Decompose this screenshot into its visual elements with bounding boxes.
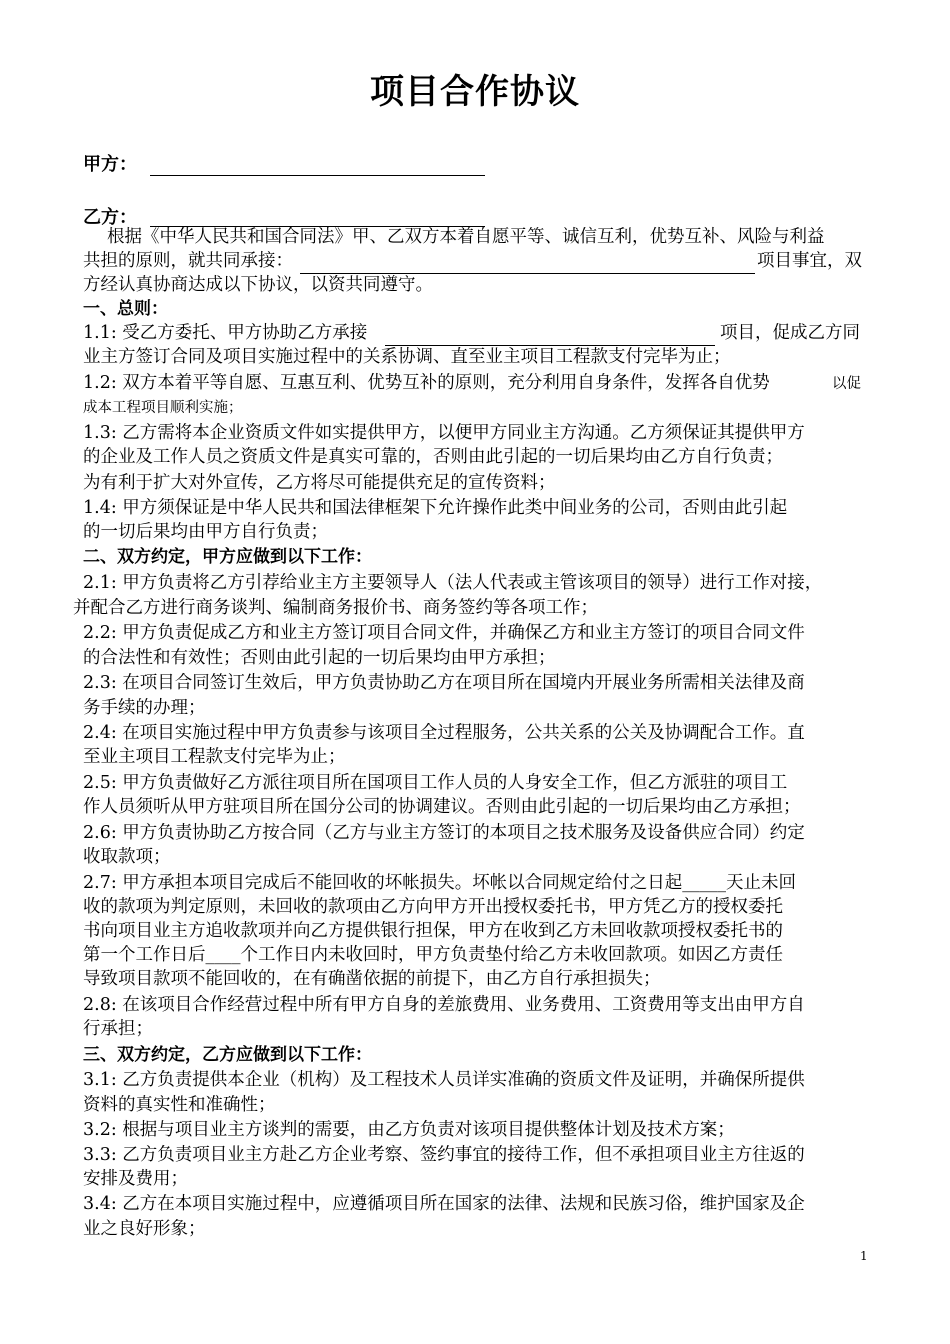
text-line: 的一切后果均由甲方自行负责； xyxy=(83,522,328,542)
text-line: 以促 xyxy=(832,376,861,392)
text-line: 2.2: 甲方负责促成乙方和业主方签订项目合同文件，并确保乙方和业主方签订的项目合同文件 xyxy=(83,623,805,643)
text-line: 作人员须听从甲方驻项目所在国分公司的协调建议。否则由此引起的一切后果均由乙方承担； xyxy=(83,797,801,817)
text-line: 项目，促成乙方同 xyxy=(720,323,860,343)
text-line: 3.1: 乙方负责提供本企业（机构）及工程技术人员详实准确的资质文件及证明，并确保所提供 xyxy=(83,1070,805,1090)
text-line: 安排及费用； xyxy=(83,1169,188,1189)
text-line: 的合法性和有效性；否则由此引起的一切后果均由甲方承担； xyxy=(83,648,556,668)
party-b-label: 乙方： xyxy=(83,207,137,228)
text-line: 务手续的办理； xyxy=(83,698,206,718)
page-number: 1 xyxy=(860,1249,868,1263)
text-line: 并配合乙方进行商务谈判、编制商务报价书、商务签约等各项工作； xyxy=(73,598,598,618)
text-line: 收的款项为判定原则，未回收的款项由乙方向甲方开出授权委托书，甲方凭乙方的授权委托 xyxy=(83,897,783,917)
text-line: 2.4: 在项目实施过程中甲方负责参与该项目全过程服务，公共关系的公关及协调配合工作。直 xyxy=(83,723,805,743)
text-line: 2.7: 甲方承担本项目完成后不能回收的坏帐损失。坏帐以合同规定给付之日起_____天止未回 xyxy=(83,873,797,893)
text-line: 共担的原则，就共同承接： xyxy=(83,251,293,271)
text-line: 至业主项目工程款支付完毕为止； xyxy=(83,747,346,767)
text-line: 导致项目款项不能回收的，在有确凿依据的前提下，由乙方自行承担损失； xyxy=(83,969,661,989)
text-line: 根据《中华人民共和国合同法》甲、乙双方本着自愿平等、诚信互利，优势互补、风险与利益 xyxy=(107,227,825,247)
text-line: 收取款项； xyxy=(83,847,171,867)
text-line: 成本工程项目顺利实施； xyxy=(83,400,243,416)
section-heading: 一、总则： xyxy=(83,299,168,319)
text-line: 业之良好形象； xyxy=(83,1219,206,1239)
text-line: 3.4: 乙方在本项目实施过程中，应遵循项目所在国家的法律、法规和民族习俗，维护国家及企 xyxy=(83,1194,805,1214)
document-title: 项目合作协议 xyxy=(370,72,580,112)
text-line: 3.3: 乙方负责项目业主方赴乙方企业考察、签约事宜的接待工作，但不承担项目业主方往返的 xyxy=(83,1145,805,1165)
text-line: 行承担； xyxy=(83,1019,153,1039)
text-line: 1.2: 双方本着平等自愿、互惠互利、优势互补的原则，充分利用自身条件，发挥各自优势 xyxy=(83,373,770,393)
text-line: 2.3: 在项目合同签订生效后，甲方负责协助乙方在项目所在国境内开展业务所需相关法律及商 xyxy=(83,673,805,693)
text-line: 1.4: 甲方须保证是中华人民共和国法律框架下允许操作此类中间业务的公司，否则由此引起 xyxy=(83,498,788,518)
text-line: 的企业及工作人员之资质文件是真实可靠的，否则由此引起的一切后果均由乙方自行负责； xyxy=(83,447,783,467)
text-line: 1.1: 受乙方委托、甲方协助乙方承接 xyxy=(83,323,368,343)
text-line: 为有利于扩大对外宣传，乙方将尽可能提供充足的宣传资料； xyxy=(83,473,556,493)
text-line: 1.3: 乙方需将本企业资质文件如实提供甲方，以便甲方同业主方沟通。乙方须保证其提供甲方 xyxy=(83,423,805,443)
text-line: 2.1: 甲方负责将乙方引荐给业主方主要领导人（法人代表或主管该项目的领导）进行工作对接， xyxy=(83,573,823,593)
text-line: 方经认真协商达成以下协议，以资共同遵守。 xyxy=(83,275,433,295)
text-line: 资料的真实性和准确性； xyxy=(83,1095,276,1115)
section-heading: 三、双方约定，乙方应做到以下工作： xyxy=(83,1045,372,1065)
text-line: 2.8: 在该项目合作经营过程中所有甲方自身的差旅费用、业务费用、工资费用等支出由甲方自 xyxy=(83,995,805,1015)
party-a-blank xyxy=(150,175,485,176)
text-line: 3.2: 根据与项目业主方谈判的需要，由乙方负责对该项目提供整体计划及技术方案； xyxy=(83,1120,735,1140)
party-a-label: 甲方： xyxy=(83,154,137,175)
section-heading: 二、双方约定，甲方应做到以下工作： xyxy=(83,547,372,567)
text-line: 项目事宜，双 xyxy=(757,251,862,271)
text-line: 2.6: 甲方负责协助乙方按合同（乙方与业主方签订的本项目之技术服务及设备供应合同）约定 xyxy=(83,823,805,843)
text-line: 第一个工作日后____个工作日内未收回时，甲方负责垫付给乙方未收回款项。如因乙方责任 xyxy=(83,945,783,965)
text-line: 2.5: 甲方负责做好乙方派往项目所在国项目工作人员的人身安全工作，但乙方派驻的项目工 xyxy=(83,773,788,793)
text-line: 书向项目业主方追收款项并向乙方提供银行担保，甲方在收到乙方未回收款项授权委托书的 xyxy=(83,921,783,941)
text-line: 业主方签订合同及项目实施过程中的关系协调、直至业主项目工程款支付完毕为止； xyxy=(83,347,731,367)
